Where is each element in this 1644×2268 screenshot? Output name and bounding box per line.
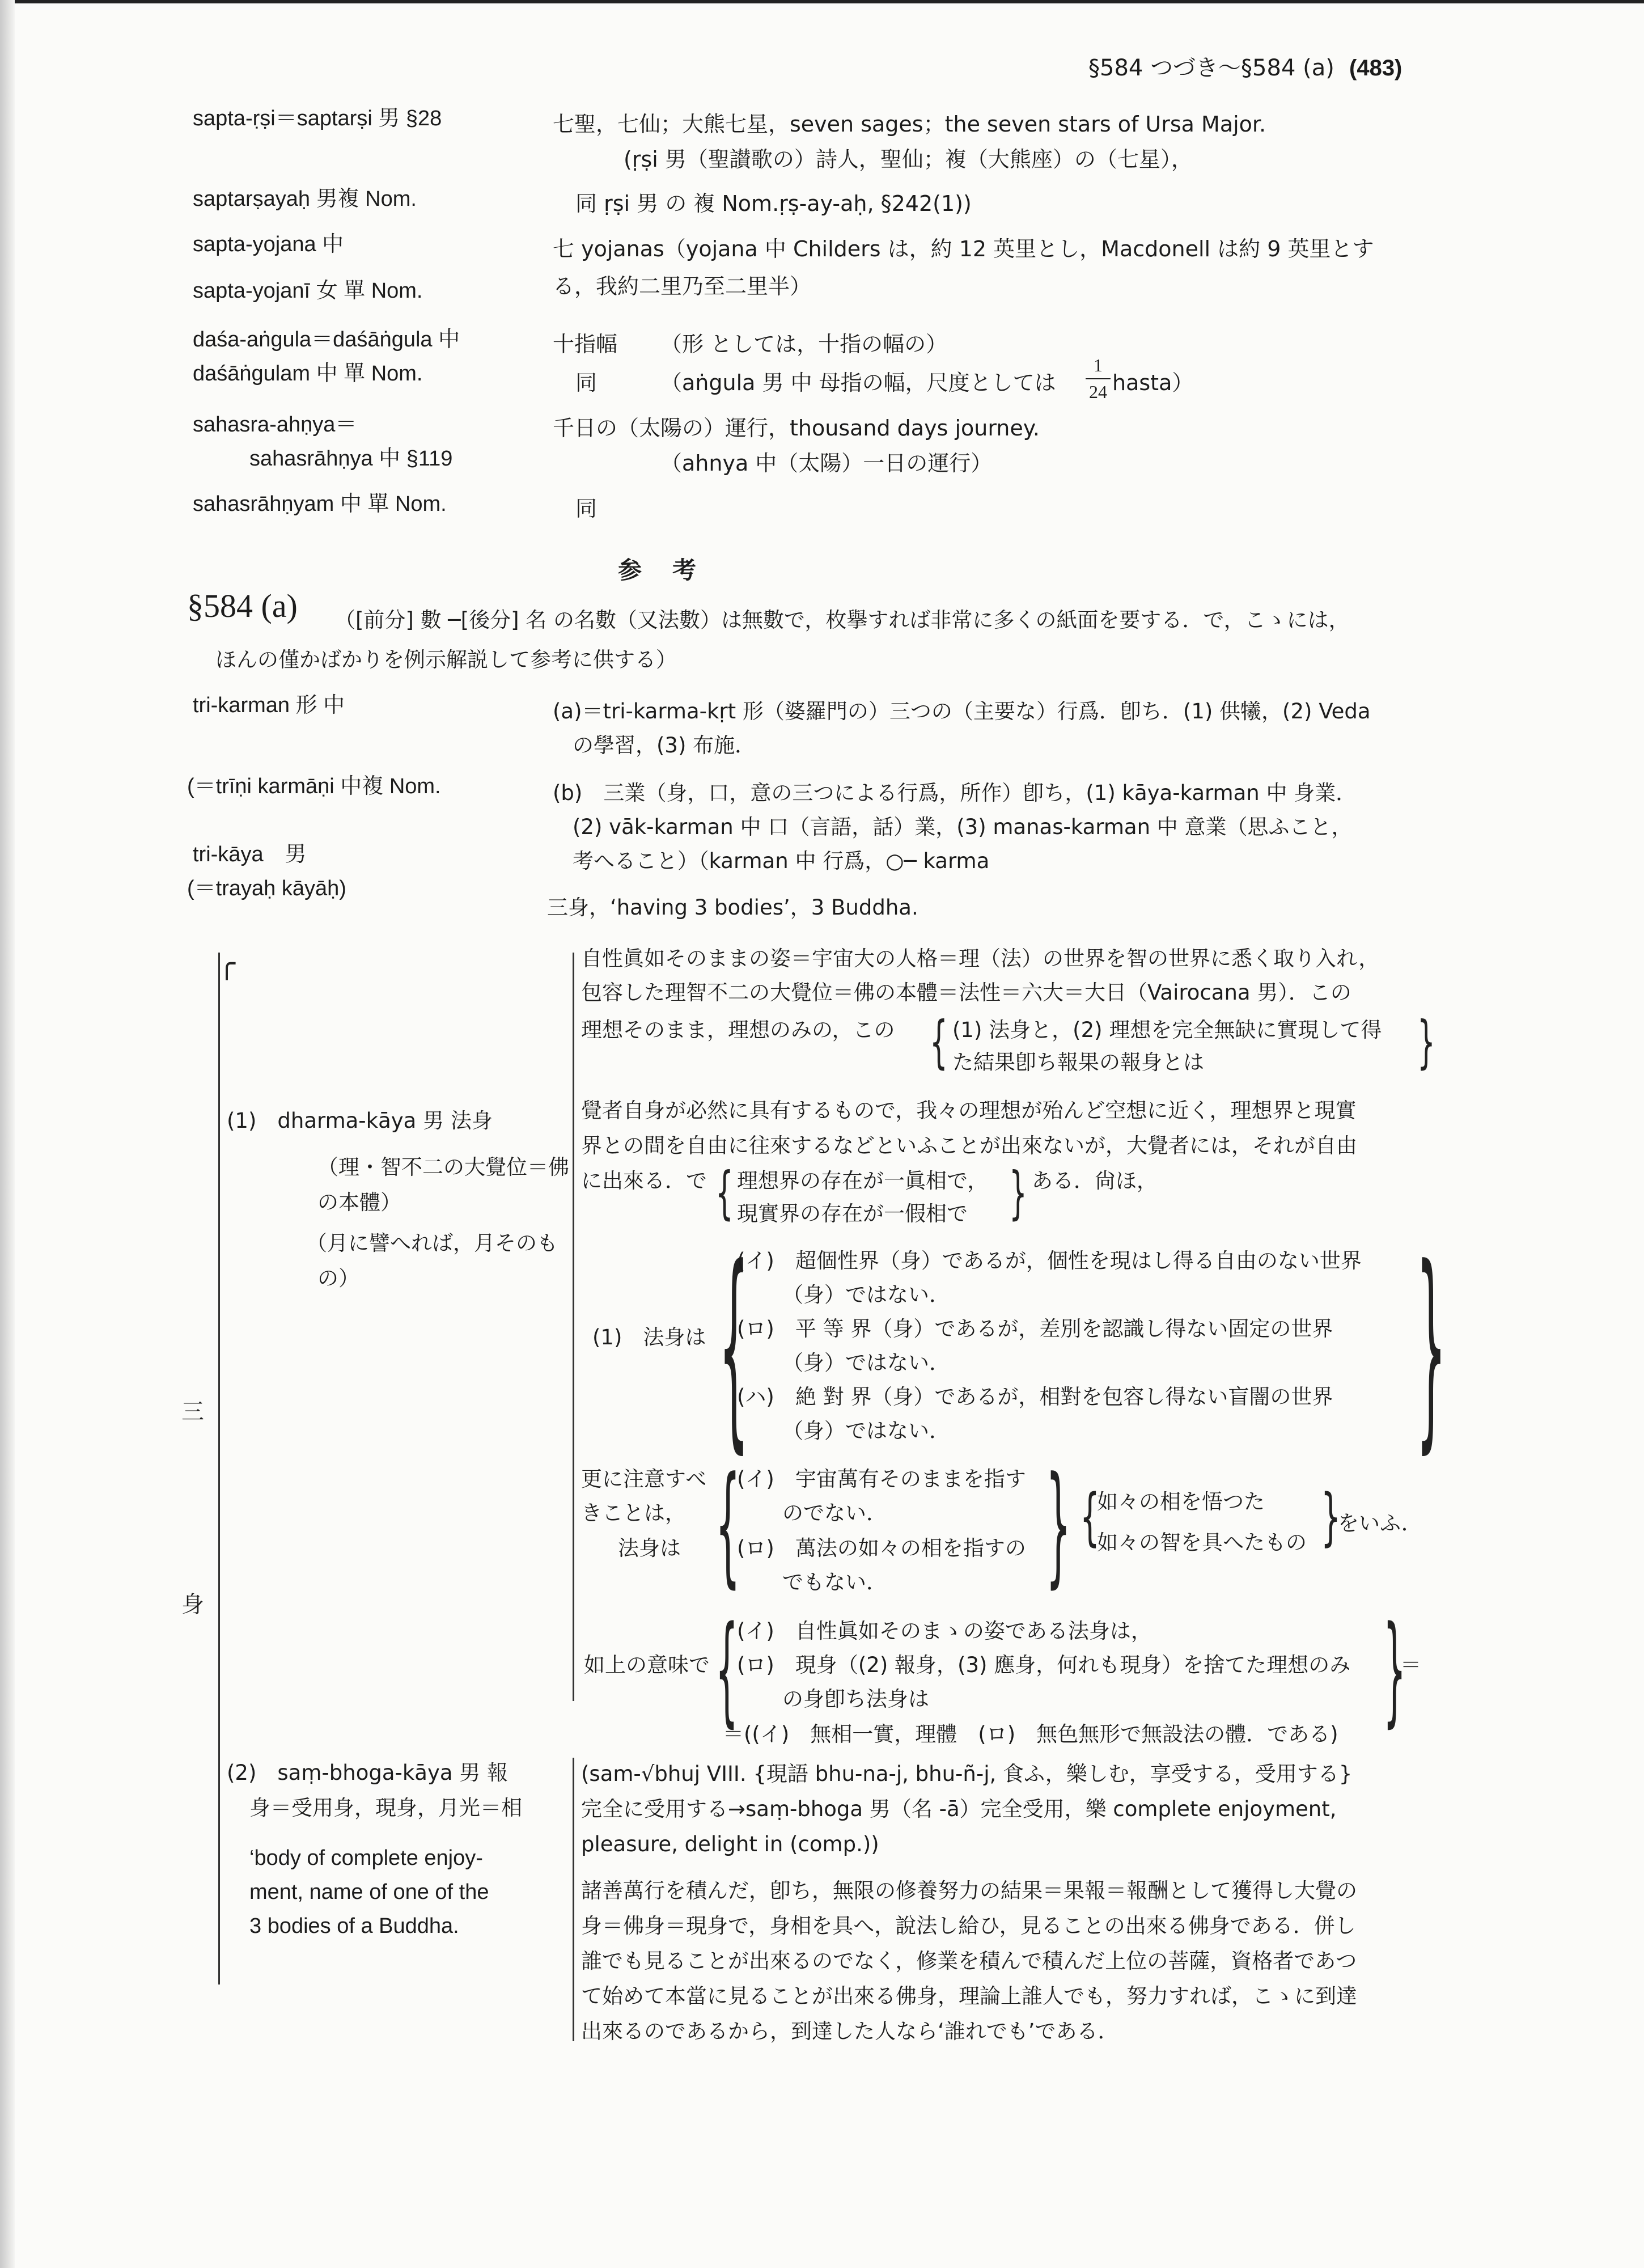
entry-term: (＝trīṇi karmāṇi 中複 Nom. (187, 775, 441, 798)
dharmakaya-text: 理想界の存在が一眞相で， (737, 1169, 989, 1193)
dharmakaya-text: 自性眞如そのままの姿＝宇宙大の人格＝理（法）の世界を智の世界に悉く取り入れ， (581, 946, 1380, 971)
entry-term: daśa-aṅgula＝daśāṅgula 中 (193, 328, 460, 352)
left-brace: { (715, 1449, 740, 1601)
section-heading: 参 考 (618, 556, 700, 584)
sambhogakaya-description: 出來るのであるから，到達した人なら‘誰れでも’である． (581, 2019, 1119, 2043)
page-top-edge (0, 0, 1644, 3)
entry-gloss: hasta） (1112, 370, 1194, 395)
outer-bracket-line (218, 953, 220, 1984)
dharmakaya-text: (ハ) 絶 對 界（身）であるが，相對を包容し得ない盲闇の世界 (737, 1385, 1333, 1409)
entry-gloss: 七 yojanas（yojana 中 Childers は，約 12 英里とし，Macdonell は約 9 英里とす (553, 236, 1374, 261)
fraction-bar (1086, 378, 1111, 379)
section-number: §584 (a) (187, 587, 298, 624)
sambhogakaya-description: 誰でも見ることが出來るのでなく，修業を積んで積んだ上位の菩薩，資格者であつ (581, 1949, 1357, 1973)
sambhogakaya-english: 3 bodies of a Buddha. (249, 1914, 459, 1938)
fraction-denominator: 24 (1089, 382, 1107, 402)
dharmakaya-text: 覺者自身が必然に具有するもので，我々の理想が殆んど空想に近く，理想界と現實 (581, 1098, 1357, 1123)
left-brace: { (930, 1009, 948, 1075)
dharmakaya-text: 界との間を自由に往來するなどといふことが出來ないが，大覺者には，それが自由 (581, 1133, 1357, 1158)
entry-term: (＝trayaḥ kāyāḥ) (187, 877, 346, 900)
right-brace: } (1046, 1449, 1071, 1601)
section-intro: （[前分] 數 ─[後分] 名 の名數（又法數）は無數で，枚擧すれば非常に多くの紙面を要する．で，こゝには， (334, 608, 1350, 632)
entry-gloss: (2) vāk-karman 中 口（言語，話）業，(3) manas-karman 中 意業（思ふこと， (573, 815, 1353, 839)
dharmakaya-text: でもない． (782, 1570, 887, 1594)
entry-term: sapta-yojanī 女 單 Nom. (193, 279, 423, 303)
entry-term: tri-kāya 男 (193, 843, 307, 866)
entry-term: sahasrāhṇya 中 §119 (249, 447, 453, 471)
sambhogakaya-description: 諸善萬行を積んだ，卽ち，無限の修養努力の結果＝果報＝報酬として獲得し大覺の (581, 1878, 1357, 1903)
dharmakaya-text: (イ) 宇宙萬有そのままを指す (737, 1467, 1026, 1491)
dharmakaya-text: (1) 法身は (592, 1325, 706, 1349)
dharmakaya-text: 理想そのまま，理想のみの，この (581, 1018, 895, 1042)
sambhogakaya-label: (2) saṃ-bhoga-kāya 男 報 (227, 1761, 509, 1785)
right-brace: } (1009, 1160, 1027, 1226)
entry-term: sahasra-ahṇya＝ (193, 413, 357, 437)
dharmakaya-text: ある．尙ほ， (1032, 1169, 1158, 1193)
dharmakaya-sub: （月に譬へれば，月そのも (306, 1231, 558, 1255)
dharmakaya-text: (ロ) 平 等 界（身）であるが，差別を認識し得ない固定の世界 (737, 1317, 1333, 1341)
dharmakaya-text: （身）ではない． (782, 1419, 950, 1443)
entry-term: saptarṣayaḥ 男複 Nom. (193, 187, 417, 211)
left-brace: { (1080, 1480, 1100, 1553)
page-number: (483) (1349, 56, 1403, 81)
dharmakaya-text: 如上の意味で (584, 1653, 710, 1677)
dharmakaya-text: ＝((イ) 無相一實，理體 (ロ) 無色無形で無設法の體．である) (723, 1722, 1338, 1746)
entry-gloss: 十指幅 (553, 332, 618, 357)
sambhogakaya-description: 身＝佛身＝現身で，身相を具へ，說法し給ひ，見ることの出來る佛身である．併し (581, 1914, 1356, 1938)
fraction (1086, 355, 1111, 403)
sambhogakaya-etymology: 完全に受用する→saṃ-bhoga 男（名 -ā）完全受用，樂 complete enjoyment, (581, 1797, 1337, 1821)
entry-term: sapta-yojana 中 (193, 232, 344, 256)
entry-gloss: の學習，(3) 布施． (573, 733, 756, 758)
entry-term: sapta-ṛṣi＝saptarṣi 男 §28 (193, 107, 442, 130)
dharmakaya-text: 現實界の存在が一假相で (737, 1201, 968, 1226)
entry-gloss: （ahnya 中（太陽）一日の運行） (660, 451, 993, 476)
right-brace: } (1417, 1009, 1435, 1075)
entry-gloss: 同 (575, 496, 598, 521)
dharmakaya-text: に出來る．で (581, 1169, 707, 1193)
sambhogakaya-label: 身＝受用身，現身，月光＝相 (249, 1796, 522, 1820)
dharmakaya-text: のでない． (782, 1501, 887, 1525)
entry-gloss: (a)＝tri-karma-kṛt 形（婆羅門の）三つの（主要な）行爲．卽ち．(1) 供犧，(2) Veda (553, 699, 1371, 723)
entry-term: daśāṅgulam 中 單 Nom. (193, 362, 423, 386)
scan-margin-shadow (0, 0, 15, 2268)
right-brace: } (1416, 1221, 1447, 1472)
dharmakaya-text: の身卽ち法身は (782, 1687, 929, 1711)
sanshin-char: 三 (181, 1399, 204, 1425)
entry-gloss: 同 (575, 370, 598, 395)
entry-gloss: 考へること）（karman 中 行爲，○─ karma (573, 849, 990, 873)
dharmakaya-label: (1) dharma-kāya 男 法身 (227, 1108, 493, 1133)
dharmakaya-text: をいふ． (1338, 1511, 1422, 1535)
left-brace: { (715, 1600, 739, 1739)
dharmakaya-text: きことは， (581, 1501, 686, 1525)
entry-gloss: 千日の（太陽の）運行，thousand days journey. (553, 416, 1040, 441)
dharmakaya-text: 法身は (618, 1536, 681, 1560)
dharmakaya-sub: の） (317, 1266, 359, 1290)
dharmakaya-text: た結果卽ち報果の報身とは (952, 1050, 1204, 1074)
dharmakaya-text: （身）ではない． (782, 1283, 950, 1307)
left-brace: { (715, 1160, 734, 1226)
dharmakaya-text: (イ) 自性眞如そのまゝの姿である法身は， (737, 1619, 1152, 1643)
dharmakaya-sub: （理・智不二の大覺位＝佛 (317, 1155, 569, 1179)
dharmakaya-sub: の本體） (317, 1190, 401, 1215)
entry-term: sahasrāhṇyam 中 單 Nom. (193, 492, 447, 516)
entry-term: tri-karman 形 中 (193, 693, 345, 717)
entry-gloss: （形 としては，十指の幅の） (660, 332, 948, 357)
sambhogakaya-description: て始めて本當に見ることが出來る佛身，理論上誰人でも，努力すれば，こゝに到達 (581, 1984, 1357, 2008)
outer-bracket-top: ╭ (218, 947, 236, 980)
entry-gloss: 三身，‘having 3 bodies’，3 Buddha. (547, 895, 918, 920)
fraction-numerator: 1 (1094, 355, 1103, 375)
dharmakaya-bracket-line (573, 953, 574, 1701)
right-brace: } (1383, 1600, 1406, 1739)
dharmakaya-text: (ロ) 萬法の如々の相を指すの (737, 1536, 1026, 1560)
dharmakaya-text: 如々の智を具へたもの (1097, 1530, 1307, 1555)
sambhogakaya-etymology: pleasure, delight in (comp.)) (581, 1832, 879, 1856)
sambhogakaya-etymology: (sam-√bhuj VIII. {現語 bhu-na-j, bhu-ñ-j, 食ふ，樂しむ，享受する，受用する} (581, 1762, 1353, 1786)
dharmakaya-text: ＝ (1400, 1653, 1421, 1677)
entry-gloss: (b) 三業（身，口，意の三つによる行爲，所作）卽ち，(1) kāya-karman 中 身業． (553, 781, 1357, 805)
sambhogakaya-english: ‘body of complete enjoy- (249, 1846, 483, 1870)
entry-gloss: る，我約二里乃至二里半） (553, 274, 812, 299)
left-brace: { (719, 1221, 749, 1472)
right-brace: } (1321, 1480, 1341, 1553)
entry-gloss: （aṅgula 男 中 母指の幅，尺度としては (660, 370, 1056, 395)
dharmakaya-text: (イ) 超個性界（身）であるが，個性を現はし得る自由のない世界 (737, 1249, 1362, 1273)
dharmakaya-text: (ロ) 現身（(2) 報身，(3) 應身，何れも現身）を捨てた理想のみ (737, 1653, 1351, 1677)
section-intro: ほんの僅かばかりを例示解説して参考に供する） (215, 648, 677, 672)
dharmakaya-text: (1) 法身と，(2) 理想を完全無缺に實現して得 (952, 1018, 1382, 1042)
dharmakaya-text: 如々の相を悟つた (1097, 1490, 1265, 1514)
entry-gloss: 七聖，七仙；大熊七星，seven sages；the seven stars of Ursa Major. (553, 112, 1266, 137)
sambhogakaya-bracket-line (573, 1758, 574, 2041)
dharmakaya-text: 更に注意すべ (581, 1467, 707, 1491)
sambhogakaya-english: ment, name of one of the (249, 1880, 489, 1904)
entry-note: (ṛṣi 男（聖讃歌の）詩人，聖仙；複（大熊座）の（七星）， (624, 147, 1193, 172)
dharmakaya-text: （身）ではない． (782, 1351, 950, 1375)
dharmakaya-text: 包容した理智不二の大覺位＝佛の本體＝法性＝六大＝大日（Vairocana 男）．この (581, 980, 1351, 1005)
entry-gloss: 同 ṛṣi 男 の 複 Nom.ṛṣ-ay-aḥ, §242(1)) (575, 191, 972, 216)
running-header: §584 つづき～§584 (a) (1088, 55, 1334, 81)
sanshin-char: 身 (181, 1592, 204, 1618)
